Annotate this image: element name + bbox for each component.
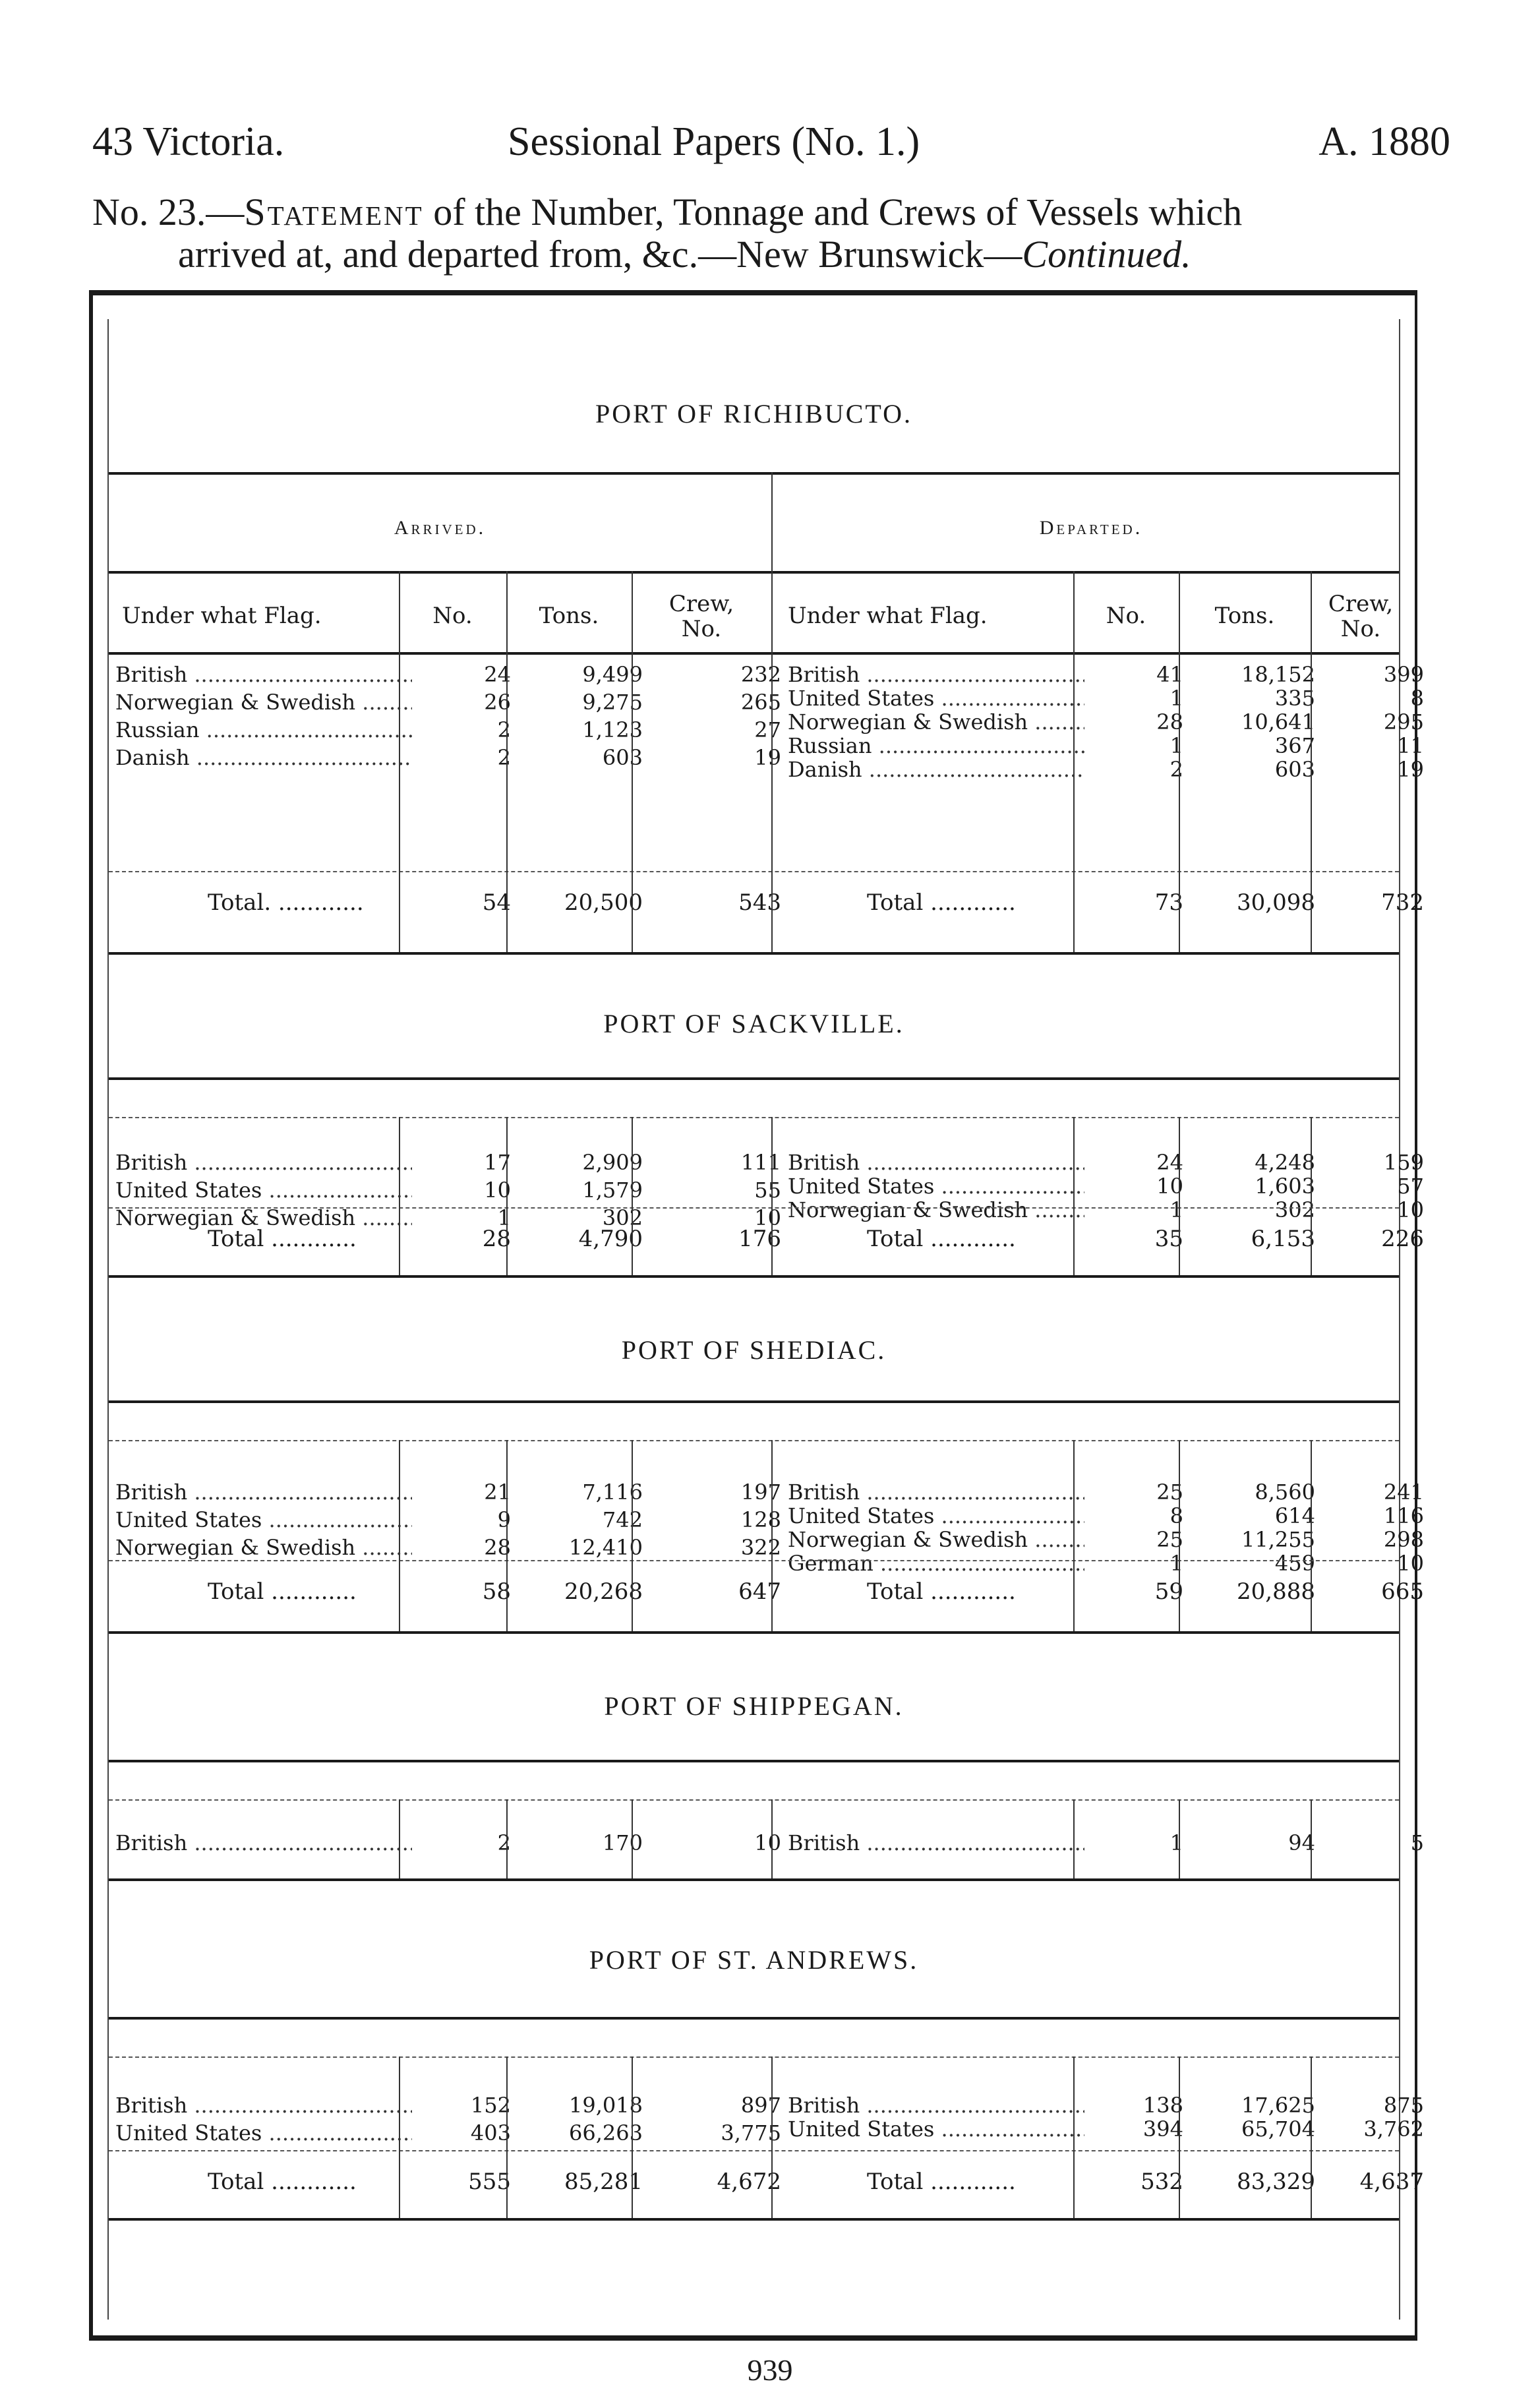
column-rule — [506, 571, 508, 652]
departed-flag: United States ..... — [788, 1503, 1084, 1528]
subheader-rule — [109, 571, 1399, 574]
column-rule — [399, 1117, 400, 1275]
arrived-flag: Russian ..... — [115, 717, 412, 742]
arrived-total-tons: 20,268 — [564, 1578, 643, 1605]
arrived-number: 28 — [484, 1535, 511, 1560]
departed-total-label: Total ..... — [867, 2169, 1016, 2195]
body-top-rule — [109, 1799, 1399, 1801]
departed-flag: British ..... — [788, 1830, 1084, 1855]
departed-tons: 335 — [1274, 686, 1315, 711]
departed-flag: British ..... — [788, 1480, 1084, 1505]
column-rule — [1311, 1440, 1312, 1631]
column-rule — [1073, 1117, 1075, 1275]
column-rule — [399, 1440, 400, 1631]
tons-column-header: Tons. — [539, 603, 599, 629]
departed-total-tons: 83,329 — [1237, 2169, 1315, 2195]
title-line-1-rest: of the Number, Tonnage and Crews of Vessels which — [423, 191, 1243, 233]
arrived-total-tons: 85,281 — [564, 2169, 643, 2195]
tons-column-header-departed: Tons. — [1214, 603, 1275, 629]
arrived-tons: 603 — [602, 745, 643, 770]
departed-flag: Norwegian & Swedish ..... — [788, 1527, 1084, 1552]
port-title: PORT OF ST. ANDREWS. — [589, 1945, 919, 1975]
table-frame — [89, 290, 1424, 2341]
arrived-total-tons: 20,500 — [564, 889, 643, 916]
arrived-tons: 1,123 — [582, 717, 643, 742]
column-rule — [1073, 1440, 1075, 1631]
crew-column-header: Crew, — [668, 591, 734, 617]
total-separator — [109, 1207, 1399, 1209]
departed-tons: 8,560 — [1255, 1480, 1315, 1505]
column-rule — [1179, 1799, 1180, 1878]
arrived-departed-divider — [771, 472, 773, 571]
departed-total-crew: 732 — [1381, 889, 1424, 916]
departed-crew: 3,762 — [1363, 2116, 1424, 2142]
arrived-flag: British ..... — [115, 662, 412, 687]
column-header-rule — [109, 652, 1399, 655]
arrived-tons: 2,909 — [582, 1150, 643, 1175]
departed-total-crew: 665 — [1381, 1578, 1424, 1605]
arrived-total-tons: 4,790 — [578, 1226, 643, 1252]
departed-flag: United States ..... — [788, 686, 1084, 711]
title-line-1 — [92, 191, 1450, 233]
departed-flag: United States ..... — [788, 1174, 1084, 1199]
port-end-rule — [109, 1275, 1399, 1278]
port-title-rule — [109, 472, 1399, 475]
arrived-tons: 170 — [602, 1830, 643, 1855]
arrived-crew: 265 — [740, 690, 781, 715]
column-rule — [399, 1799, 400, 1878]
port-title-rule — [109, 1400, 1399, 1403]
column-rule — [1311, 652, 1312, 952]
departed-tons: 4,248 — [1255, 1150, 1315, 1175]
arrived-total-number: 58 — [482, 1578, 511, 1605]
flag-column-header-departed: Under what Flag. — [788, 603, 988, 629]
departed-flag: Norwegian & Swedish ..... — [788, 709, 1084, 735]
table-row-departed — [109, 757, 1424, 785]
arrived-total-crew: 647 — [738, 1578, 781, 1605]
arrived-flag: United States ..... — [115, 1507, 412, 1532]
column-rule — [771, 652, 773, 952]
departed-number: 24 — [1156, 1150, 1183, 1175]
departed-crew: 11 — [1397, 733, 1424, 758]
arrived-total-label: Total ..... — [208, 1578, 357, 1605]
departed-crew: 57 — [1397, 1174, 1424, 1199]
arrived-tons: 19,018 — [569, 2093, 643, 2118]
page-number: 939 — [747, 2353, 793, 2387]
arrived-total-number: 28 — [482, 1226, 511, 1252]
column-rule — [1073, 2056, 1075, 2218]
departed-flag: British ..... — [788, 1150, 1084, 1175]
statement-table — [107, 319, 1424, 2320]
no-column-header: No. — [432, 603, 473, 629]
column-rule — [771, 1117, 773, 1275]
column-rule — [1311, 571, 1312, 652]
port-end-rule — [109, 2218, 1399, 2221]
departed-flag: Danish ..... — [788, 757, 1084, 782]
departed-number: 25 — [1156, 1527, 1183, 1552]
title-statement-word: Statement — [244, 191, 424, 233]
title-line-2-plain: arrived at, and departed from, &c.—New Brunswick— — [178, 233, 1022, 276]
table-row-departed — [109, 1551, 1424, 1578]
departed-crew: 875 — [1383, 2093, 1424, 2118]
arrived-number: 2 — [497, 745, 511, 770]
port-title-rule — [109, 2017, 1399, 2020]
departed-flag: German ..... — [788, 1551, 1084, 1576]
departed-crew: 241 — [1383, 1480, 1424, 1505]
arrived-flag: British ..... — [115, 1830, 412, 1855]
arrived-crew: 128 — [740, 1507, 781, 1532]
table-row-departed — [109, 1197, 1424, 1225]
arrived-number: 10 — [484, 1178, 511, 1203]
departed-number: 1 — [1170, 1197, 1183, 1222]
departed-tons: 603 — [1274, 757, 1315, 782]
crew-column-header-no: No. — [681, 616, 722, 642]
arrived-tons: 9,275 — [582, 690, 643, 715]
arrived-number: 2 — [497, 717, 511, 742]
departed-tons: 17,625 — [1241, 2093, 1315, 2118]
departed-number: 25 — [1156, 1480, 1183, 1505]
arrived-total-number: 555 — [468, 2169, 511, 2195]
column-rule — [632, 1117, 633, 1275]
departed-number: 1 — [1170, 733, 1183, 758]
departed-number: 394 — [1142, 2116, 1183, 2142]
departed-flag: Russian ..... — [788, 733, 1084, 758]
port-end-rule — [109, 1878, 1399, 1881]
arrived-number: 9 — [497, 1507, 511, 1532]
arrived-crew: 897 — [740, 2093, 781, 2118]
flag-column-header: Under what Flag. — [122, 603, 322, 629]
arrived-total-crew: 4,672 — [717, 2169, 781, 2195]
arrived-number: 403 — [470, 2120, 511, 2145]
departed-tons: 65,704 — [1241, 2116, 1315, 2142]
arrived-crew: 322 — [740, 1535, 781, 1560]
arrived-total-label: Total ..... — [208, 1226, 357, 1252]
departed-crew: 5 — [1410, 1830, 1424, 1855]
arrived-crew: 3,775 — [721, 2120, 781, 2145]
column-rule — [506, 1117, 508, 1275]
departed-tons: 367 — [1274, 733, 1315, 758]
column-rule — [1311, 1117, 1312, 1275]
header-session: 43 Victoria. — [92, 119, 285, 164]
table-row-departed — [109, 1830, 1424, 1858]
port-title: PORT OF SHIPPEGAN. — [604, 1691, 904, 1721]
document-title — [92, 191, 1450, 276]
column-rule — [632, 1799, 633, 1878]
departed-crew: 10 — [1397, 1197, 1424, 1222]
departed-number: 1 — [1170, 1830, 1183, 1855]
port-title: PORT OF SACKVILLE. — [603, 1009, 904, 1038]
arrived-crew: 27 — [754, 717, 781, 742]
port-title: PORT OF RICHIBUCTO. — [595, 399, 912, 429]
arrived-flag: Norwegian & Swedish ..... — [115, 690, 412, 715]
departed-crew: 295 — [1383, 709, 1424, 735]
departed-crew: 19 — [1397, 757, 1424, 782]
column-rule — [399, 2056, 400, 2218]
arrived-flag: British ..... — [115, 2093, 412, 2118]
departed-total-number: 532 — [1140, 2169, 1183, 2195]
arrived-number: 152 — [470, 2093, 511, 2118]
departed-flag: British ..... — [788, 662, 1084, 687]
arrived-tons: 302 — [602, 1205, 643, 1230]
departed-total-number: 59 — [1154, 1578, 1183, 1605]
arrived-total-crew: 543 — [738, 889, 781, 916]
departed-total-label: Total ..... — [867, 1226, 1016, 1252]
arrived-number: 1 — [497, 1205, 511, 1230]
total-separator — [109, 1560, 1399, 1561]
arrived-flag: United States ..... — [115, 1178, 412, 1203]
column-rule — [1073, 652, 1075, 952]
arrived-crew: 10 — [754, 1205, 781, 1230]
title-line-2 — [92, 233, 1450, 276]
arrived-number: 2 — [497, 1830, 511, 1855]
column-rule — [1179, 571, 1180, 652]
header-sessional-papers: Sessional Papers (No. 1.) — [508, 119, 920, 164]
column-rule — [1073, 1799, 1075, 1878]
column-rule — [506, 1799, 508, 1878]
departed-flag: Norwegian & Swedish ..... — [788, 1197, 1084, 1222]
arrived-total-number: 54 — [482, 889, 511, 916]
arrived-tons: 1,579 — [582, 1178, 643, 1203]
column-rule — [632, 571, 633, 652]
departed-number: 138 — [1142, 2093, 1183, 2118]
arrived-number: 24 — [484, 662, 511, 687]
arrived-crew: 19 — [754, 745, 781, 770]
departed-number: 28 — [1156, 709, 1183, 735]
column-rule — [399, 571, 400, 652]
column-rule — [771, 571, 773, 652]
departed-total-label: Total ..... — [867, 1578, 1016, 1605]
departed-crew: 298 — [1383, 1527, 1424, 1552]
crew-column-header-departed-no: No. — [1340, 616, 1381, 642]
departed-total-tons: 30,098 — [1237, 889, 1315, 916]
arrived-flag: British ..... — [115, 1150, 412, 1175]
departed-tons: 10,641 — [1241, 709, 1315, 735]
port-end-rule — [109, 1631, 1399, 1634]
body-top-rule — [109, 1117, 1399, 1118]
arrived-tons: 9,499 — [582, 662, 643, 687]
column-rule — [506, 2056, 508, 2218]
departed-total-row — [109, 1226, 1424, 1253]
departed-tons: 1,603 — [1255, 1174, 1315, 1199]
column-rule — [506, 652, 508, 952]
departed-total-row — [109, 2169, 1424, 2196]
arrived-flag: Danish ..... — [115, 745, 412, 770]
column-rule — [632, 652, 633, 952]
column-rule — [1073, 571, 1075, 652]
column-rule — [1179, 1440, 1180, 1631]
departed-crew: 399 — [1383, 662, 1424, 687]
port-title-rule — [109, 1760, 1399, 1762]
total-separator — [109, 2150, 1399, 2151]
total-separator — [109, 871, 1399, 872]
arrived-crew: 232 — [740, 662, 781, 687]
column-rule — [506, 1440, 508, 1631]
column-rule — [399, 652, 400, 952]
column-rule — [771, 1440, 773, 1631]
arrived-number: 21 — [484, 1480, 511, 1505]
departed-crew: 116 — [1383, 1503, 1424, 1528]
body-top-rule — [109, 1440, 1399, 1441]
arrived-tons: 742 — [602, 1507, 643, 1532]
column-rule — [771, 1799, 773, 1878]
arrived-flag: Norwegian & Swedish ..... — [115, 1205, 412, 1230]
page-header — [92, 119, 1450, 178]
arrived-flag: Norwegian & Swedish ..... — [115, 1535, 412, 1560]
arrived-crew: 197 — [740, 1480, 781, 1505]
departed-tons: 11,255 — [1241, 1527, 1315, 1552]
departed-tons: 94 — [1288, 1830, 1315, 1855]
column-rule — [1179, 1117, 1180, 1275]
column-rule — [632, 2056, 633, 2218]
column-rule — [632, 1440, 633, 1631]
title-continued: Continued. — [1022, 233, 1191, 276]
table-row-departed — [109, 2116, 1424, 2144]
departed-total-crew: 4,637 — [1359, 2169, 1424, 2195]
arrived-tons: 12,410 — [569, 1535, 643, 1560]
arrived-flag: British ..... — [115, 1480, 412, 1505]
departed-number: 10 — [1156, 1174, 1183, 1199]
departed-flag: United States ..... — [788, 2116, 1084, 2142]
body-top-rule — [109, 2056, 1399, 2058]
departed-crew: 10 — [1397, 1551, 1424, 1576]
arrived-total-label: Total. ..... — [208, 889, 364, 916]
column-rule — [1179, 652, 1180, 952]
arrived-label: Arrived. — [394, 517, 487, 539]
port-end-rule — [109, 952, 1399, 955]
departed-number: 41 — [1156, 662, 1183, 687]
departed-total-number: 35 — [1154, 1226, 1183, 1252]
arrived-number: 26 — [484, 690, 511, 715]
crew-column-header-departed: Crew, — [1328, 591, 1394, 617]
departed-number: 1 — [1170, 686, 1183, 711]
arrived-crew: 111 — [740, 1150, 781, 1175]
arrived-tons: 66,263 — [569, 2120, 643, 2145]
departed-total-tons: 20,888 — [1237, 1578, 1315, 1605]
arrived-crew: 55 — [754, 1178, 781, 1203]
departed-total-row — [109, 1578, 1424, 1606]
departed-total-row — [109, 889, 1424, 917]
departed-crew: 8 — [1410, 686, 1424, 711]
column-rule — [771, 2056, 773, 2218]
header-year: A. 1880 — [1318, 119, 1450, 164]
arrived-number: 17 — [484, 1150, 511, 1175]
departed-tons: 459 — [1274, 1551, 1315, 1576]
arrived-total-crew: 176 — [738, 1226, 781, 1252]
departed-total-label: Total ..... — [867, 889, 1016, 916]
column-rule — [1311, 2056, 1312, 2218]
arrived-tons: 7,116 — [582, 1480, 643, 1505]
departed-number: 2 — [1170, 757, 1183, 782]
departed-total-crew: 226 — [1381, 1226, 1424, 1252]
arrived-total-label: Total ..... — [208, 2169, 357, 2195]
departed-number: 1 — [1170, 1551, 1183, 1576]
column-rule — [1179, 2056, 1180, 2218]
departed-total-tons: 6,153 — [1251, 1226, 1315, 1252]
departed-number: 8 — [1170, 1503, 1183, 1528]
title-prefix: No. 23.— — [92, 191, 245, 233]
port-title: PORT OF SHEDIAC. — [621, 1335, 887, 1365]
departed-tons: 614 — [1274, 1503, 1315, 1528]
departed-tons: 18,152 — [1241, 662, 1315, 687]
departed-flag: British ..... — [788, 2093, 1084, 2118]
departed-tons: 302 — [1274, 1197, 1315, 1222]
arrived-flag: United States ..... — [115, 2120, 412, 2145]
no-column-header-departed: No. — [1106, 603, 1146, 629]
port-title-rule — [109, 1077, 1399, 1080]
departed-label: Departed. — [1039, 517, 1143, 539]
column-rule — [1311, 1799, 1312, 1878]
departed-crew: 159 — [1383, 1150, 1424, 1175]
arrived-crew: 10 — [754, 1830, 781, 1855]
departed-total-number: 73 — [1154, 889, 1183, 916]
